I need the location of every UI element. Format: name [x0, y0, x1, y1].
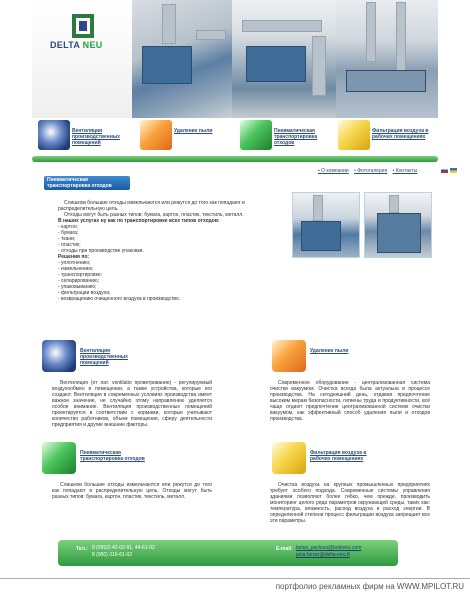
- tel-value: 8 (950) 319-61-02: [92, 552, 133, 558]
- header-photo-1: [132, 0, 232, 118]
- page-title: Пневматическая транспортировка отходов: [44, 176, 130, 190]
- menu-item-ventilation[interactable]: [38, 120, 138, 152]
- list-item: - возвращению очищенного воздуха в производство.: [58, 296, 181, 302]
- top-nav: [318, 168, 421, 174]
- logo[interactable]: [32, 0, 132, 118]
- list-item: - пластик;: [58, 242, 81, 248]
- block-text-filtration: Очистка воздуха на крупных промышленных предприятиях требует особого подхода. Современные системы управления зданиями позволяют более гибко, чем прежде, производить мониторинг целого ряда параметров окружающей среды, таких как: температура, влажность, расход воздуха и расход энергии. В определенной степени процесс фильтрации воздуха запрещает все эти параметры.: [270, 482, 430, 524]
- list-item: - транспортировке;: [58, 272, 103, 278]
- divider-bar: [32, 156, 438, 162]
- header-photo-3: [336, 0, 438, 118]
- dust-icon: [140, 120, 172, 150]
- block-title-ventilation[interactable]: Вентиляция производственных помещений: [80, 348, 128, 366]
- logo-icon: [70, 14, 96, 38]
- watermark-text: портфолио рекламных фирм на WWW.MPILOT.RU: [275, 582, 464, 591]
- transport-icon: [240, 120, 272, 150]
- block-text-dust: Современное оборудование - централизованная система очистки вакуумом. Очистка всегда была актуальна в процессе производства. На сегодняшний день, отдавая предпочтение высоким мерам безопасности, гигиены труда и продуктивности, всё чаще отдают предпочтение централизованной системе очистки вакуумом, как эффективный способ удаления пыли и отходов производства.: [270, 380, 430, 422]
- email-link[interactable]: jana.farraz@delta-neu.ft: [296, 552, 350, 558]
- list-item: - отходы при производстве упаковки.: [58, 248, 144, 254]
- watermark: [0, 578, 470, 595]
- tel-value: 8 (5552) 42-02-91, 44-61-02: [92, 545, 155, 551]
- email-label: E-mail:: [276, 546, 293, 552]
- intro-paragraph: Слишком большие отходы измельчаются или режутся до того как попадают в распределительную цель.: [58, 200, 245, 212]
- services-list: [58, 224, 288, 254]
- header-menu: [32, 118, 438, 154]
- menu-item-transport[interactable]: [240, 120, 340, 152]
- block-text-ventilation: Вентиляция (от лат. ventilatio проветривание) - регулируемый воздухообмен в помещении, а также устройства, которые его создают. Вентиляция в современных условиях производства имеет важное значение, не случайно этому направлению уделяется особое внимание. Вентиляция производственных помещений проектируется в соответствии с нормами, которые учитывают количество работников, объем помещения, сферу деятельности предприятия и другие внешние факторы.: [52, 380, 212, 428]
- intro-text: [58, 200, 288, 302]
- list-item: - измельчению;: [58, 266, 94, 272]
- tel-label: Тел.:: [76, 546, 88, 552]
- menu-item-filtration[interactable]: [338, 120, 438, 152]
- nav-link-about[interactable]: • О компании: [318, 168, 349, 174]
- ventilation-icon[interactable]: [42, 340, 76, 372]
- flag-ua-icon[interactable]: [450, 168, 457, 173]
- content-photo-1[interactable]: [292, 192, 360, 258]
- list-item: - картон;: [58, 224, 78, 230]
- solutions-heading: Решения по:: [58, 254, 90, 260]
- footer: [58, 540, 398, 566]
- block-title-transport[interactable]: Пневматическая транспортировка отходов: [80, 450, 145, 462]
- menu-item-label: Удаление пыли: [174, 128, 213, 134]
- nav-link-contacts[interactable]: • Контакты: [392, 168, 418, 174]
- ventilation-icon: [38, 120, 70, 150]
- services-heading: В наших услугах ну как по транспортировке всех типов отходов:: [58, 218, 220, 224]
- menu-item-label: Пневматическая транспортировка отходов: [274, 128, 318, 146]
- header-photo-2: [232, 0, 336, 118]
- list-item: - бумага;: [58, 230, 79, 236]
- nav-link-gallery[interactable]: • Фотогалерея: [354, 168, 388, 174]
- block-title-filtration[interactable]: Фильтрация воздуха в рабочих помещениях: [310, 450, 367, 462]
- language-flags: [440, 168, 457, 175]
- filtration-icon[interactable]: [272, 442, 306, 474]
- list-item: - ткани;: [58, 236, 76, 242]
- list-item: - фильтрации воздуха;: [58, 290, 111, 296]
- list-item: - упаковыванию;: [58, 284, 97, 290]
- list-item: - сепарированию;: [58, 278, 100, 284]
- menu-item-dust[interactable]: [140, 120, 240, 152]
- intro-paragraph: Отходы могут быть разных типов: бумага, картон, пластик, текстиль, металл.: [64, 212, 244, 218]
- transport-icon[interactable]: [42, 442, 76, 474]
- filtration-icon: [338, 120, 370, 150]
- list-item: - уплотнению;: [58, 260, 91, 266]
- email-link[interactable]: larisa_pavlova@brokeks.com: [296, 545, 362, 551]
- flag-ru-icon[interactable]: [441, 168, 448, 173]
- menu-item-label: Фильтрация воздуха в рабочих помещениях: [372, 128, 429, 140]
- block-text-transport: Слишком большие отходы измельчаются или режутся до того как попадают в распределительную цель. Отходы могут быть разных типов: бумага, картон, пластик, текстиль, металл.: [52, 482, 212, 500]
- menu-item-label: Вентиляция производственных помещений: [72, 128, 120, 146]
- header: [32, 0, 438, 118]
- logo-text: DELTA NEU: [50, 40, 103, 50]
- solutions-list: [58, 260, 288, 302]
- dust-icon[interactable]: [272, 340, 306, 372]
- block-title-dust[interactable]: Удаление пыли: [310, 348, 349, 354]
- content-photo-2[interactable]: [364, 192, 432, 258]
